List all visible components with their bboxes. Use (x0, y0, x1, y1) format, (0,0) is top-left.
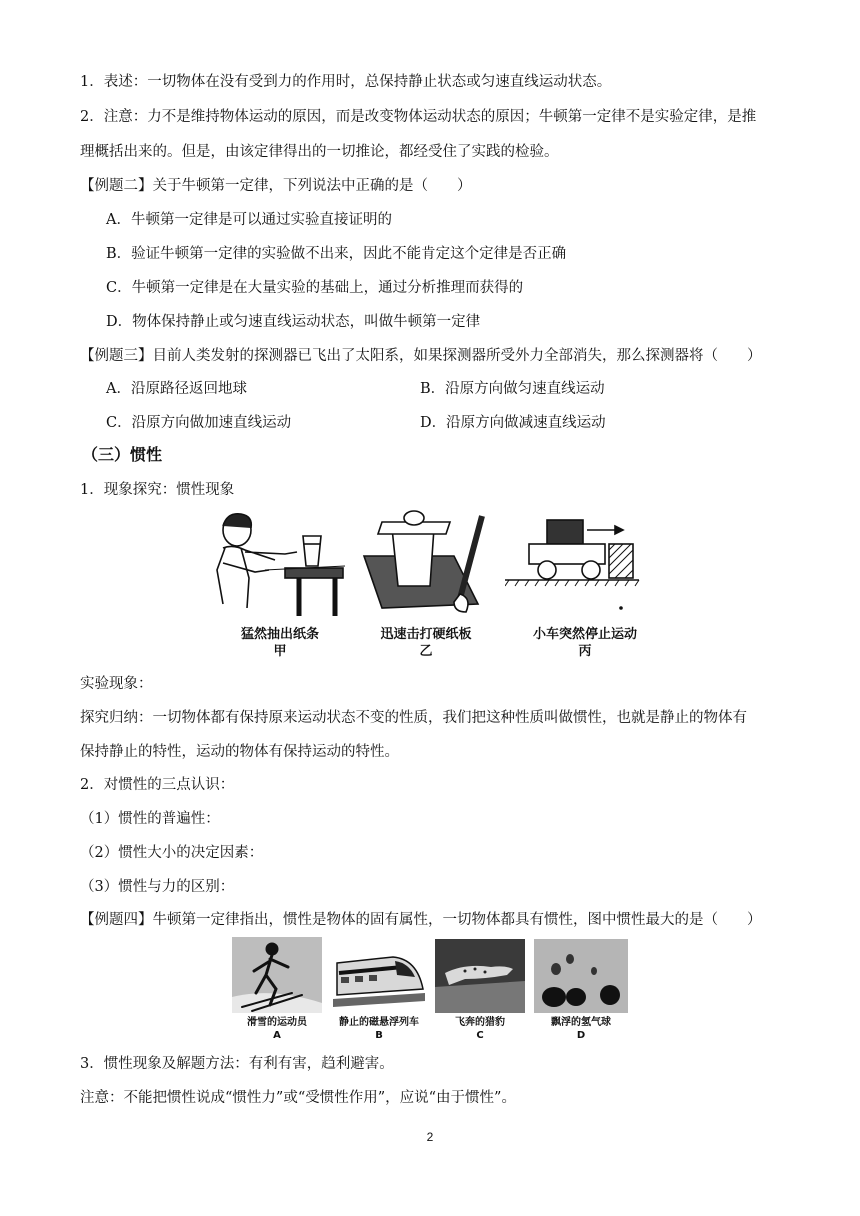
cheetah-icon (435, 939, 525, 1013)
example-3-option-c: C．沿原方向做加速直线运动 (106, 415, 292, 431)
example-4-stem: 【例题四】牛顿第一定律指出，惯性是物体的固有属性，一切物体都具有惯性，图中惯性最大的是（ ） (80, 912, 762, 928)
cart-block-stop-icon (505, 510, 655, 610)
photo-c-caption (435, 1016, 525, 1042)
item-three-points: 2．对惯性的三点认识： (80, 777, 235, 793)
figure-jia-caption (205, 626, 355, 660)
photo-b-caption-text: 静止的磁悬浮列车 (339, 1017, 419, 1028)
example-3-option-b: B．沿原方向做匀速直线运动 (420, 381, 605, 397)
figure-bing-caption (515, 626, 655, 660)
figure-jia-paper-strip (205, 508, 355, 618)
photo-d-caption (534, 1016, 628, 1042)
summary-line1: 探究归纳：一切物体都有保持原来运动状态不变的性质，我们把这种性质叫做惯性，也就是静止的物体有 (80, 710, 747, 726)
figure-bing-cart (505, 510, 655, 610)
page-number: 2 (426, 1130, 434, 1144)
figure-yi-cardboard (362, 508, 492, 620)
photo-cheetah (435, 939, 525, 1013)
photo-c-caption-text: 飞奔的猎豹 (455, 1017, 505, 1028)
figure-jia-label: 甲 (273, 644, 287, 659)
cup-cardboard-strike-icon (362, 508, 492, 620)
figure-bing-label: 丙 (578, 644, 592, 659)
paragraph-note-line1: 2．注意：力不是维持物体运动的原因，而是改变物体运动状态的原因；牛顿第一定律不是实验定律，是推 (80, 109, 757, 125)
example-2-option-d: D．物体保持静止或匀速直线运动状态，叫做牛顿第一定律 (106, 314, 481, 330)
figure-yi-caption-text: 迅速击打硬纸板 (380, 627, 472, 642)
photo-a-caption-text: 滑雪的运动员 (247, 1017, 307, 1028)
boy-pulling-paper-icon (205, 508, 355, 618)
figure-yi-label: 乙 (419, 644, 433, 659)
example-3-option-a: A．沿原路径返回地球 (106, 381, 247, 397)
photo-a-caption (232, 1016, 322, 1042)
example-2-stem: 【例题二】关于牛顿第一定律，下列说法中正确的是（ ） (80, 178, 472, 194)
figure-jia-caption-text: 猛然抽出纸条 (240, 627, 319, 642)
note-inertia-wording: 注意：不能把惯性说成“惯性力”或“受惯性作用”，应说“由于惯性”。 (80, 1090, 516, 1106)
photo-d-label: D (576, 1030, 586, 1041)
photo-maglev-train (333, 945, 425, 1011)
point-universality: （1）惯性的普遍性： (80, 811, 220, 827)
skier-icon (232, 937, 322, 1013)
item-phenomenon-exploration: 1．现象探究：惯性现象 (80, 482, 235, 498)
item-methods: 3．惯性现象及解题方法：有利有害，趋利避害。 (80, 1056, 394, 1072)
photo-c-label: C (476, 1030, 484, 1041)
summary-line2: 保持静止的特性，运动的物体有保持运动的特性。 (80, 744, 399, 760)
experiment-phenomenon: 实验现象： (80, 676, 153, 692)
example-3-option-d: D．沿原方向做减速直线运动 (420, 415, 606, 431)
example-2-option-a: A．牛顿第一定律是可以通过实验直接证明的 (106, 212, 392, 228)
point-inertia-vs-force: （3）惯性与力的区别： (80, 879, 235, 895)
photo-b-caption (333, 1016, 425, 1042)
paragraph-statement: 1．表述：一切物体在没有受到力的作用时，总保持静止状态或匀速直线运动状态。 (80, 74, 612, 90)
example-2-option-b: B．验证牛顿第一定律的实验做不出来，因此不能肯定这个定律是否正确 (106, 246, 567, 262)
example-2-option-c: C．牛顿第一定律是在大量实验的基础上，通过分析推理而获得的 (106, 280, 524, 296)
hydrogen-balloon-icon (534, 939, 628, 1013)
figure-yi-caption (356, 626, 496, 660)
paragraph-note-line2: 理概括出来的。但是，由该定律得出的一切推论，都经受住了实践的检验。 (80, 144, 559, 160)
photo-skier (232, 937, 322, 1013)
photo-a-label: A (273, 1030, 281, 1041)
point-magnitude-factor: （2）惯性大小的决定因素： (80, 845, 264, 861)
section-heading-inertia: （三）惯性 (82, 445, 163, 464)
photo-b-label: B (375, 1030, 383, 1041)
maglev-train-icon (333, 945, 425, 1011)
photo-hydrogen-balloons (534, 939, 628, 1013)
photo-d-caption-text: 飘浮的氢气球 (551, 1017, 611, 1028)
example-3-stem: 【例题三】目前人类发射的探测器已飞出了太阳系，如果探测器所受外力全部消失，那么探测器将（ ） (80, 348, 762, 364)
figure-bing-caption-text: 小车突然停止运动 (532, 627, 637, 642)
